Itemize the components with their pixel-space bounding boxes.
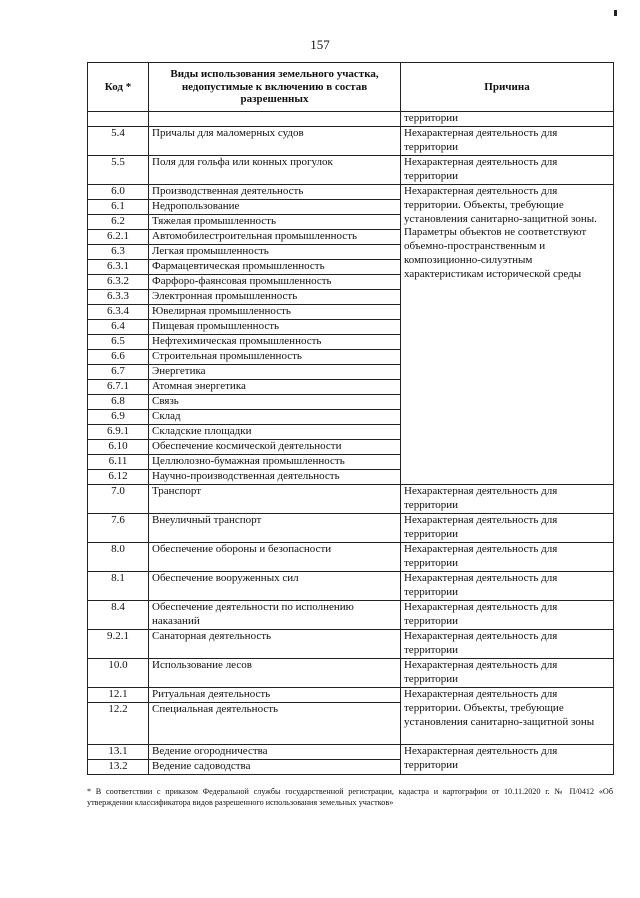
row-code: 5.4 xyxy=(88,127,149,156)
row-kind: Строительная промышленность xyxy=(149,350,401,365)
row-kind: Ритуальная деятельность xyxy=(149,688,401,703)
row-kind: Ведение садоводства xyxy=(149,760,401,775)
row-code xyxy=(88,112,149,127)
row-kind: Автомобилестроительная промышленность xyxy=(149,230,401,245)
land-use-table xyxy=(87,62,614,775)
table-row xyxy=(88,630,614,659)
table-row xyxy=(88,572,614,601)
row-code: 6.6 xyxy=(88,350,149,365)
row-code: 7.6 xyxy=(88,514,149,543)
row-code: 6.2 xyxy=(88,215,149,230)
row-kind: Энергетика xyxy=(149,365,401,380)
row-reason: территории xyxy=(401,112,614,127)
row-kind: Обеспечение обороны и безопасности xyxy=(149,543,401,572)
table-row xyxy=(88,127,614,156)
row-code: 8.1 xyxy=(88,572,149,601)
row-kind: Пищевая промышленность xyxy=(149,320,401,335)
row-kind: Легкая промышленность xyxy=(149,245,401,260)
row-reason: Нехарактерная деятельность для территории xyxy=(401,572,614,601)
row-code: 8.0 xyxy=(88,543,149,572)
header-reason: Причина xyxy=(401,63,614,112)
row-code: 13.1 xyxy=(88,745,149,760)
table-row xyxy=(88,485,614,514)
page-number: 157 xyxy=(310,37,330,52)
table-row xyxy=(88,156,614,185)
row-kind: Обеспечение космической деятельности xyxy=(149,440,401,455)
row-code: 8.4 xyxy=(88,601,149,630)
row-kind: Внеуличный транспорт xyxy=(149,514,401,543)
row-code: 6.2.1 xyxy=(88,230,149,245)
row-kind: Атомная энергетика xyxy=(149,380,401,395)
row-kind: Недропользование xyxy=(149,200,401,215)
row-kind: Целлюлозно-бумажная промышленность xyxy=(149,455,401,470)
row-kind: Обеспечение вооруженных сил xyxy=(149,572,401,601)
row-kind: Фармацевтическая промышленность xyxy=(149,260,401,275)
row-kind: Обеспечение деятельности по исполнению наказаний xyxy=(149,601,401,630)
row-code: 6.4 xyxy=(88,320,149,335)
row-code: 6.3 xyxy=(88,245,149,260)
row-kind: Санаторная деятельность xyxy=(149,630,401,659)
row-code: 6.7.1 xyxy=(88,380,149,395)
row-kind: Транспорт xyxy=(149,485,401,514)
row-reason: Нехарактерная деятельность для территории xyxy=(401,543,614,572)
table-row xyxy=(88,514,614,543)
row-code: 10.0 xyxy=(88,659,149,688)
row-code: 7.0 xyxy=(88,485,149,514)
row-reason: Нехарактерная деятельность для территории xyxy=(401,156,614,185)
row-code: 9.2.1 xyxy=(88,630,149,659)
row-reason: Нехарактерная деятельность для территории xyxy=(401,514,614,543)
row-kind: Научно-производственная деятельность xyxy=(149,470,401,485)
row-reason: Нехарактерная деятельность для территории xyxy=(401,485,614,514)
row-code: 6.3.3 xyxy=(88,290,149,305)
row-kind: Использование лесов xyxy=(149,659,401,688)
row-code: 13.2 xyxy=(88,760,149,775)
footnote: * В соответствии с приказом Федеральной службы государственной регистрации, кадастра и картографии от 10.11.2020 г. № П/0412 «Об утверждении классификатора видов разрешенного использования земельных участков» xyxy=(87,787,613,807)
row-kind: Поля для гольфа или конных прогулок xyxy=(149,156,401,185)
row-code: 6.8 xyxy=(88,395,149,410)
row-kind: Фарфоро-фаянсовая промышленность xyxy=(149,275,401,290)
row-reason: Нехарактерная деятельность для территории. Объекты, требующие установления санитарно-защитной зоны. Параметры объектов не соответствуют объемно-пространственным и композиционно-силуэтным характеристикам исторической среды xyxy=(401,185,614,485)
row-kind: Электронная промышленность xyxy=(149,290,401,305)
row-reason: Нехарактерная деятельность для территории xyxy=(401,127,614,156)
row-reason: Нехарактерная деятельность для территории xyxy=(401,745,614,775)
row-kind xyxy=(149,112,401,127)
corner-mark xyxy=(614,10,617,16)
row-kind: Склад xyxy=(149,410,401,425)
row-code: 6.3.2 xyxy=(88,275,149,290)
row-code: 5.5 xyxy=(88,156,149,185)
table-row xyxy=(88,745,614,760)
row-code: 6.3.4 xyxy=(88,305,149,320)
row-code: 6.5 xyxy=(88,335,149,350)
row-kind: Ювелирная промышленность xyxy=(149,305,401,320)
row-reason: Нехарактерная деятельность для территории xyxy=(401,659,614,688)
row-code: 6.1 xyxy=(88,200,149,215)
row-kind: Связь xyxy=(149,395,401,410)
row-code: 6.9.1 xyxy=(88,425,149,440)
row-code: 6.10 xyxy=(88,440,149,455)
table-header-row xyxy=(88,63,614,112)
table-body xyxy=(88,112,614,775)
row-code: 6.11 xyxy=(88,455,149,470)
row-code: 6.0 xyxy=(88,185,149,200)
row-kind: Складские площадки xyxy=(149,425,401,440)
table-row xyxy=(88,185,614,200)
table-row xyxy=(88,601,614,630)
row-code: 6.9 xyxy=(88,410,149,425)
table-row xyxy=(88,688,614,703)
row-kind: Производственная деятельность xyxy=(149,185,401,200)
row-code: 6.12 xyxy=(88,470,149,485)
header-code: Код * xyxy=(88,63,149,112)
row-kind: Тяжелая промышленность xyxy=(149,215,401,230)
table-row xyxy=(88,112,614,127)
table-row xyxy=(88,543,614,572)
row-kind: Специальная деятельность xyxy=(149,703,401,745)
row-reason: Нехарактерная деятельность для территории xyxy=(401,630,614,659)
row-reason: Нехарактерная деятельность для территории. Объекты, требующие установления санитарно-защитной зоны xyxy=(401,688,614,745)
row-kind: Нефтехимическая промышленность xyxy=(149,335,401,350)
row-reason: Нехарактерная деятельность для территории xyxy=(401,601,614,630)
row-code: 6.3.1 xyxy=(88,260,149,275)
row-kind: Ведение огородничества xyxy=(149,745,401,760)
row-code: 6.7 xyxy=(88,365,149,380)
table-row xyxy=(88,659,614,688)
row-kind: Причалы для маломерных судов xyxy=(149,127,401,156)
header-kind: Виды использования земельного участка, недопустимые к включению в состав разрешенных xyxy=(149,63,401,112)
row-code: 12.2 xyxy=(88,703,149,745)
row-code: 12.1 xyxy=(88,688,149,703)
